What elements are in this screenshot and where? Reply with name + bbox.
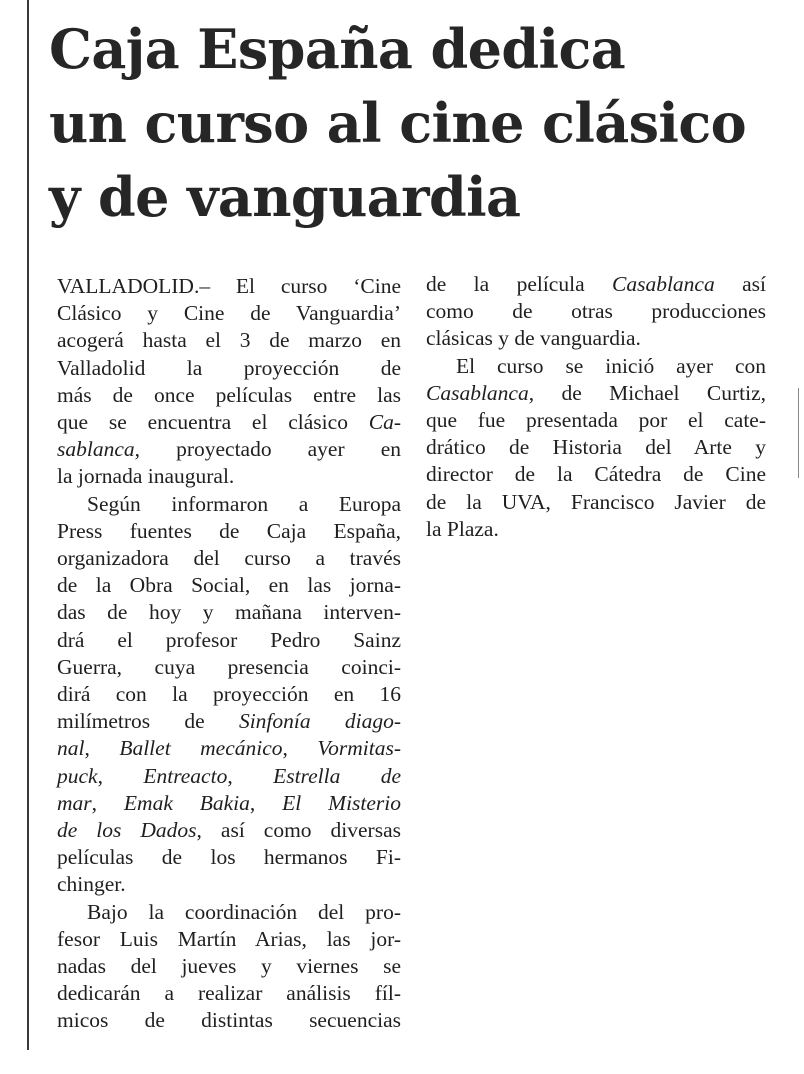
film-title: Emak Bakia (123, 790, 250, 815)
film-title: Ca- (368, 410, 401, 435)
text-line: dedicarán a realizar análisis fíl- (57, 981, 401, 1006)
text-line: fesor Luis Martín Arias, las jor- (57, 926, 401, 951)
text-line: chinger. (57, 872, 126, 897)
text-line (57, 817, 401, 844)
text-run: , (282, 736, 318, 761)
paragraph-intro (57, 273, 401, 491)
film-title: puck (57, 763, 98, 788)
text-line: Press fuentes de Caja España, (57, 518, 401, 543)
film-title: Casablanca (612, 272, 715, 296)
film-title: Sinfonía diago- (238, 709, 402, 734)
text-run: , de Michael Curtiz, (528, 380, 766, 405)
text-line (426, 380, 766, 407)
text-line: acogerá hasta el 3 de marzo en (57, 328, 401, 353)
headline-line: Caja España dedica (49, 17, 626, 81)
text-line: que fue presentada por el cate- (426, 408, 766, 433)
headline (49, 12, 789, 234)
text-line: de la UVA, Francisco Javier de (426, 489, 766, 514)
text-run: , proyectado ayer en (134, 437, 401, 462)
text-line (57, 436, 401, 463)
text-line: películas de los hermanos Fi- (57, 845, 401, 870)
text-line: director de la Cátedra de Cine (426, 462, 766, 487)
text-line: más de once películas entre las (57, 382, 401, 407)
text-run: milímetros de (57, 709, 239, 734)
text-line (57, 763, 401, 790)
film-title: Vormitas- (317, 736, 401, 761)
text-line: nadas del jueves y viernes se (57, 954, 401, 979)
text-line: Valladolid la proyección de (57, 355, 401, 380)
text-line (57, 409, 401, 436)
text-line: la Plaza. (426, 516, 499, 541)
text-run: , (84, 736, 120, 761)
text-line (57, 708, 401, 735)
film-title: Casablanca (426, 380, 529, 405)
text-line: la jornada inaugural. (57, 464, 235, 489)
text-line: drático de Historia del Arte y (426, 435, 766, 460)
film-title: Estrella de (273, 763, 402, 788)
headline-line: y de vanguardia (49, 165, 521, 229)
text-run: que se encuentra el clásico (57, 410, 369, 435)
text-run: , así como diversas (196, 818, 401, 843)
film-title: Entreacto (143, 763, 228, 788)
film-title: El Misterio (282, 790, 402, 815)
text-run: así (714, 272, 766, 296)
film-title: mar (57, 790, 92, 815)
article-column-left (57, 273, 401, 1035)
text-line: VALLADOLID.– El curso ‘Cine (57, 274, 401, 298)
article-column-right (426, 271, 766, 543)
paragraph-coordination (57, 899, 401, 1035)
text-line: organizadora del curso a través (57, 546, 401, 571)
text-run: , (97, 763, 144, 788)
text-run: de la película (426, 272, 612, 296)
left-column-rule (27, 0, 29, 1050)
text-line: Guerra, cuya presencia coinci- (57, 654, 401, 679)
text-line (57, 735, 401, 762)
text-line: clásicas y de vanguardia. (426, 326, 641, 351)
text-line: Según informaron a Europa (87, 491, 401, 516)
text-line (57, 790, 401, 817)
text-line: El curso se inició ayer con (456, 353, 766, 378)
text-line: Bajo la coordinación del pro- (87, 899, 401, 924)
text-run: , (227, 763, 274, 788)
text-line: micos de distintas secuencias (57, 1008, 401, 1033)
text-line: drá el profesor Pedro Sainz (57, 627, 401, 652)
film-title: sablanca (57, 437, 135, 462)
paragraph-continuation (426, 271, 766, 353)
headline-line: un curso al cine clásico (49, 91, 747, 155)
text-line: das de hoy y mañana interven- (57, 600, 401, 625)
text-line: Clásico y Cine de Vanguardia’ (57, 301, 401, 326)
paragraph-europa-press (57, 491, 401, 899)
text-line: como de otras producciones (426, 299, 766, 324)
text-run: , (249, 790, 283, 815)
text-run: , (91, 790, 124, 815)
film-title: Ballet mecánico (119, 736, 283, 761)
film-title: nal (57, 736, 85, 761)
text-line (426, 271, 766, 298)
paragraph-inauguration (426, 353, 766, 543)
right-edge-mark (798, 388, 799, 478)
text-line: dirá con la proyección en 16 (57, 682, 401, 707)
film-title: de los Dados (57, 818, 197, 843)
text-line: de la Obra Social, en las jorna- (57, 573, 401, 598)
